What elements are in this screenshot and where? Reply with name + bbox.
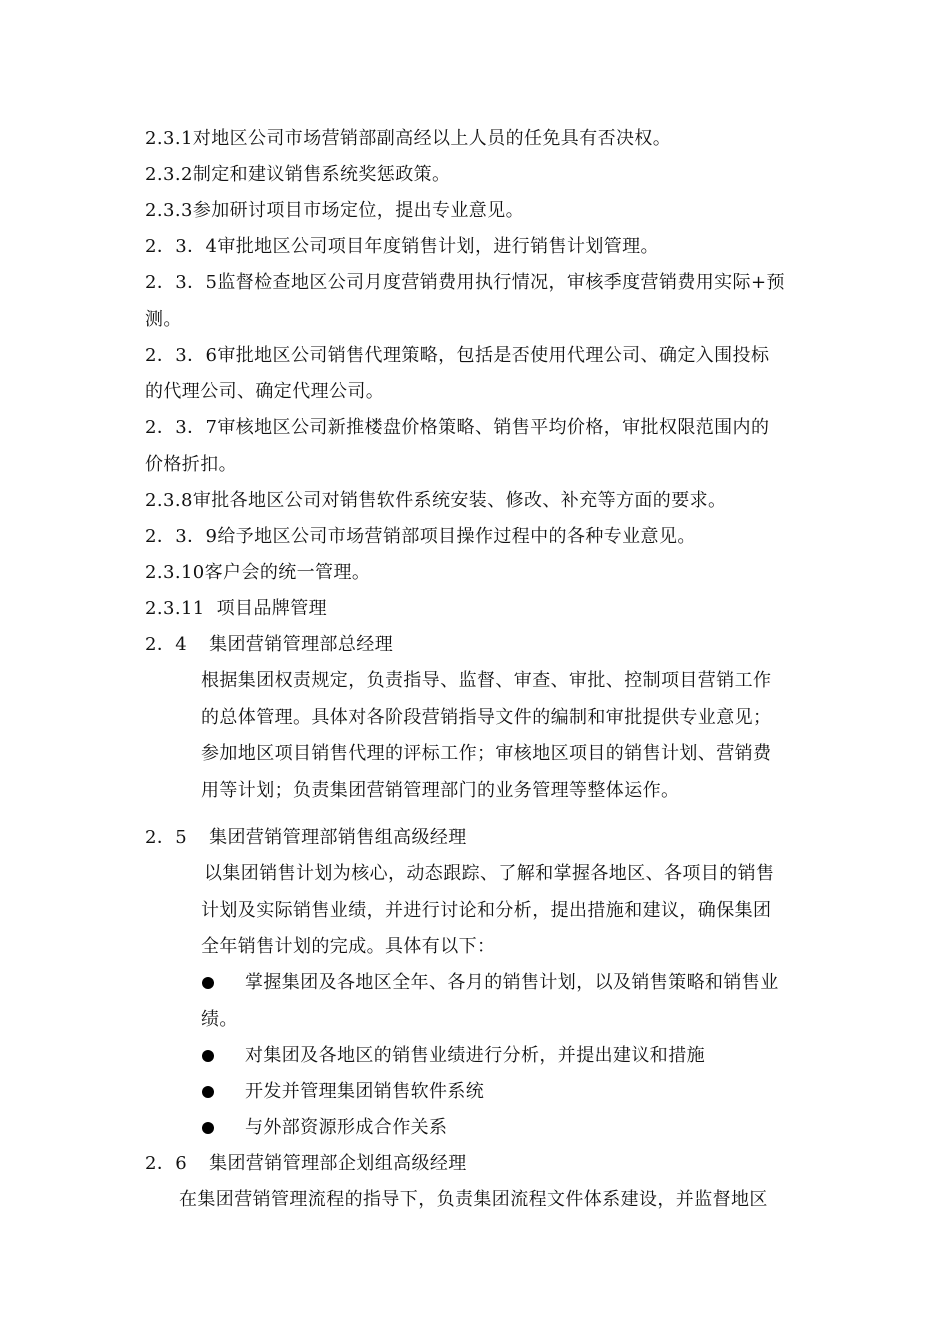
clause-2-3-5	[145, 271, 785, 295]
bullet-dot-icon	[202, 977, 214, 989]
clause-text: 制定和建议销售系统奖惩政策。	[192, 164, 451, 185]
section-2-5-body-line	[204, 862, 774, 886]
clause-2-3-7	[145, 416, 769, 440]
section-2-6-body-line	[179, 1188, 768, 1212]
section-number: 2．5	[145, 827, 188, 848]
clause-text-continued: 价格折扣。	[145, 454, 237, 475]
clause-text: 监督检查地区公司月度营销费用执行情况，审核季度营销费用实际+预	[217, 272, 785, 293]
paragraph-line: 计划及实际销售业绩，并进行讨论和分析，提出措施和建议，确保集团	[201, 900, 772, 921]
clause-number: 2.3.3	[145, 200, 193, 221]
section-2-4-body-line	[201, 742, 771, 766]
clause-text: 给予地区公司市场营销部项目操作过程中的各种专业意见。	[217, 526, 696, 547]
section-2-4-body-line	[201, 779, 679, 803]
clause-2-3-8	[145, 489, 726, 513]
clause-text: 项目品牌管理	[216, 598, 328, 619]
clause-text: 审批各地区公司对销售软件系统安装、修改、补充等方面的要求。	[192, 490, 727, 511]
bullet-item-continued	[201, 1008, 238, 1032]
section-number: 2．6	[145, 1153, 188, 1174]
clause-number: 2．3．6	[145, 345, 218, 366]
bullet-text: 与外部资源形成合作关系	[245, 1117, 448, 1138]
section-title: 集团营销管理部销售组高级经理	[209, 827, 467, 848]
paragraph-line: 用等计划；负责集团营销管理部门的业务管理等整体运作。	[201, 780, 680, 801]
clause-2-3-6-continued	[145, 380, 384, 404]
clause-2-3-11	[145, 597, 327, 621]
section-2-4-body-line	[201, 669, 771, 693]
clause-text: 审批地区公司项目年度销售计划，进行销售计划管理。	[217, 236, 659, 257]
paragraph-line: 的总体管理。具体对各阶段营销指导文件的编制和审批提供专业意见；	[201, 707, 772, 728]
clause-number: 2.3.10	[145, 562, 205, 583]
clause-2-3-10	[145, 561, 370, 585]
clause-number: 2.3.2	[145, 164, 193, 185]
clause-text: 对地区公司市场营销部副高经以上人员的任免具有否决权。	[192, 128, 672, 149]
paragraph-line: 根据集团权责规定，负责指导、监督、审查、审批、控制项目营销工作	[201, 670, 772, 691]
clause-number: 2．3．7	[145, 417, 218, 438]
clause-2-3-9	[145, 525, 696, 549]
clause-text: 审核地区公司新推楼盘价格策略、销售平均价格，审批权限范围内的	[217, 417, 770, 438]
clause-number: 2.3.8	[145, 490, 193, 511]
section-2-5-body-line	[201, 899, 771, 923]
bullet-dot-icon	[202, 1050, 214, 1062]
section-heading-2-5	[145, 826, 467, 850]
section-title: 集团营销管理部企划组高级经理	[209, 1153, 467, 1174]
section-title: 集团营销管理部总经理	[209, 634, 394, 655]
clause-2-3-1	[145, 127, 671, 151]
clause-text: 参加研讨项目市场定位，提出专业意见。	[192, 200, 525, 221]
clause-number: 2．3．4	[145, 236, 218, 257]
clause-2-3-7-continued	[145, 453, 237, 477]
bullet-item	[245, 1044, 705, 1068]
bullet-text: 掌握集团及各地区全年、各月的销售计划，以及销售策略和销售业	[245, 972, 779, 993]
clause-2-3-5-continued	[145, 308, 182, 332]
clause-number: 2．3．9	[145, 526, 218, 547]
paragraph-line: 参加地区项目销售代理的评标工作；审核地区项目的销售计划、营销费	[201, 743, 772, 764]
clause-text-continued: 的代理公司、确定代理公司。	[145, 381, 385, 402]
bullet-item	[245, 971, 779, 995]
clause-2-3-3	[145, 199, 524, 223]
clause-text-continued: 测。	[145, 309, 182, 330]
bullet-item	[245, 1080, 484, 1104]
section-heading-2-4	[145, 633, 393, 657]
clause-number: 2．3．5	[145, 272, 218, 293]
section-heading-2-6	[145, 1152, 467, 1176]
bullet-text-continued: 绩。	[201, 1009, 238, 1030]
section-number: 2．4	[145, 634, 188, 655]
section-2-4-body-line	[201, 706, 771, 730]
bullet-text: 对集团及各地区的销售业绩进行分析，并提出建议和措施	[245, 1045, 705, 1066]
clause-2-3-4	[145, 235, 659, 259]
bullet-dot-icon	[202, 1086, 214, 1098]
clause-number: 2.3.1	[145, 128, 193, 149]
clause-2-3-6	[145, 344, 769, 368]
paragraph-line: 全年销售计划的完成。具体有以下：	[201, 936, 496, 957]
bullet-item	[245, 1116, 447, 1140]
clause-text: 客户会的统一管理。	[204, 562, 371, 583]
paragraph-line: 以集团销售计划为核心，动态跟踪、了解和掌握各地区、各项目的销售	[204, 863, 775, 884]
paragraph-line: 在集团营销管理流程的指导下，负责集团流程文件体系建设，并监督地区	[179, 1189, 768, 1210]
clause-text: 审批地区公司销售代理策略，包括是否使用代理公司、确定入围投标	[217, 345, 770, 366]
bullet-text: 开发并管理集团销售软件系统	[245, 1081, 485, 1102]
section-2-5-body-line	[201, 935, 495, 959]
bullet-dot-icon	[202, 1122, 214, 1134]
clause-number: 2.3.11	[145, 598, 205, 619]
clause-2-3-2	[145, 163, 450, 187]
